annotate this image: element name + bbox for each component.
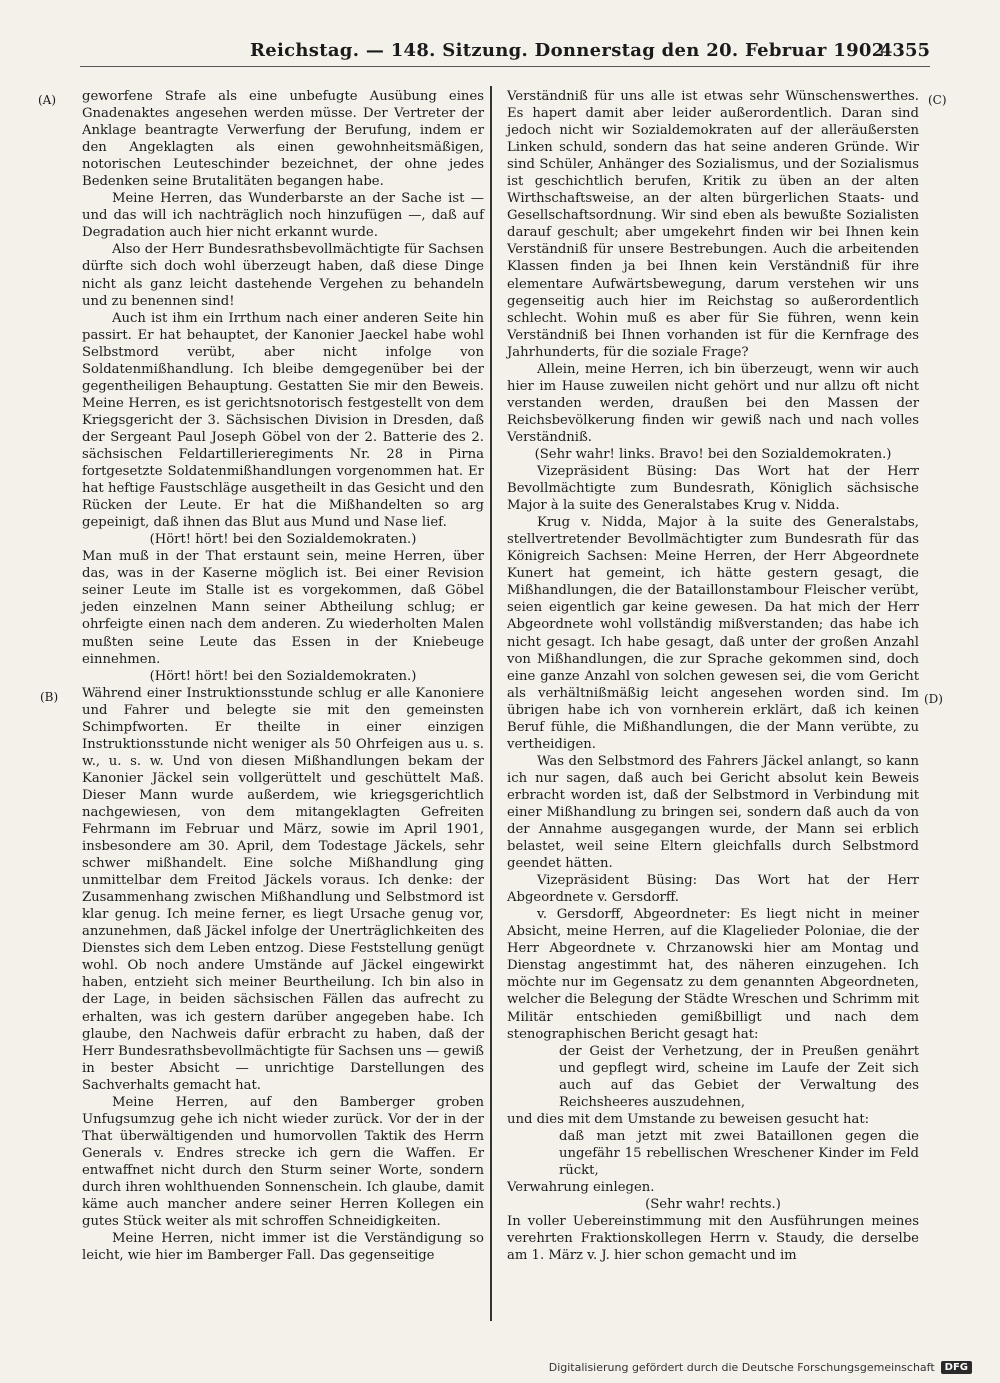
column-divider (490, 86, 492, 1321)
paragraph: Allein, meine Herren, ich bin überzeugt, wenn wir auch hier im Hause zuweilen nicht gehört und nur allzu oft nicht verstanden werden, draußen bei den Massen der Reichsbevölkerung finden wir gewiß nach und nach volles Verständniß. (507, 361, 919, 445)
speaker-paragraph: Krug v. Nidda, Major à la suite des Generalstabs, stellvertretender Bevollmächtigter zum Bundesrath für das Königreich Sachsen: Meine Herren, der Herr Abgeordnete Kunert hat gemeint, ich hätte gestern gesagt, die Mißhandlungen, die der Bataillonstambour Fleischer verübt, seien eigentlich gar keine gewesen. Da hat mich der Herr Abgeordnete wohl vollständig mißverstanden; das habe ich nicht gesagt. Ich habe gesagt, daß unter der großen Anzahl von Mißhandlungen, die zur Sprache gekommen sind, doch eine ganze Anzahl von solchen gewesen sei, die vom Gericht als verhältnißmäßig leicht angesehen worden sind. Im übrigen habe ich von vornherein erklärt, daß ich keinen Beruf fühle, die Mißhandlungen, die der Mann verübte, zu vertheidigen. (507, 515, 919, 752)
quotation: der Geist der Verhetzung, der in Preußen genährt und gepflegt wird, scheine im Laufe der Zeit sich auch auf das Gebiet der Verwaltung des Reichsheeres auszudehnen, (559, 1043, 919, 1110)
dfg-logo: DFG (941, 1361, 972, 1374)
paragraph: Was den Selbstmord des Fahrers Jäckel anlangt, so kann ich nur sagen, daß auch bei Gericht absolut kein Beweis erbracht worden ist, daß der Selbstmord in Verbindung mit einer Mißhandlung zu bringen sei, sondern daß auch da von der Annahme ausgegangen wurde, der Mann sei erblich belastet, weil seine Eltern gleichfalls durch Selbstmord geendet hätten. (507, 753, 919, 872)
speaker-paragraph: Vizepräsident Büsing: Das Wort hat der Herr Abgeordnete v. Gersdorff. (507, 873, 919, 906)
paragraph: Auch ist ihm ein Irrthum nach einer anderen Seite hin passirt. Er hat behauptet, der Kanonier Jaeckel habe wohl Selbstmord verübt, aber nicht infolge von Soldatenmißhandlung. Ich bleibe demgegenüber bei der gegentheiligen Behauptung. Gestatten Sie mir den Beweis. Meine Herren, es ist gerichtsnotorisch festgestellt von dem Kriegsgericht der 3. Sächsischen Division in Dresden, daß der Sergeant Paul Joseph Göbel von der 2. Batterie des 2. sächsischen Feldartillerieregiments Nr. 28 in Pirna fortgesetzte Soldatenmißhandlungen vorgenommen hat. Er hat heftige Faustschläge ausgetheilt in das Gesicht und den Rücken der Leute. Er hat die Mißhandelten so arg gepeinigt, daß ihnen das Blut aus Mund und Nase lief. (82, 310, 484, 531)
paragraph: Also der Herr Bundesrathsbevollmächtigte für Sachsen dürfte sich doch wohl überzeugt haben, daß diese Dinge nicht als ganz leicht dastehende Vergehen zu behandeln und zu benennen sind! (82, 242, 484, 309)
paragraph: Meine Herren, das Wunderbarste an der Sache ist — und das will ich nachträglich noch hinzufügen —, daß auf Degradation auch hier nicht erkannt wurde. (82, 191, 484, 241)
quotation: daß man jetzt mit zwei Bataillonen gegen die ungefähr 15 rebellischen Wreschener Kinder im Feld rückt, (559, 1128, 919, 1178)
margin-letter-a: (A) (38, 93, 57, 107)
interjection: (Hört! hört! bei den Sozialdemokraten.) (149, 532, 417, 548)
paragraph: In voller Uebereinstimmung mit den Ausführungen meines verehrten Fraktionskollegen Herrn v. Staudy, die derselbe am 1. März v. J. hier schon gemacht und im (507, 1214, 919, 1264)
interjection: (Sehr wahr! links. Bravo! bei den Sozialdemokraten.) (534, 446, 892, 462)
interjection: (Sehr wahr! rechts.) (645, 1197, 781, 1213)
margin-letter-b: (B) (40, 690, 59, 704)
speaker-paragraph: v. Gersdorff, Abgeordneter: Es liegt nicht in meiner Absicht, meine Herren, auf die Klagelieder Poloniae, die der Herr Abgeordnete v. Chrzanowski hier am Montag und Dienstag angestimmt hat, des näheren einzugehen. Ich möchte nur im Gegensatz zu dem genannten Abgeordneten, welcher die Belegung der Städte Wreschen und Schrimm mit Militär entschieden gemißbilligt und nach dem stenographischen Bericht gesagt hat: (507, 907, 919, 1042)
interjection: (Hört! hört! bei den Sozialdemokraten.) (149, 668, 417, 684)
margin-letter-d: (D) (924, 692, 943, 706)
paragraph: Meine Herren, nicht immer ist die Verständigung so leicht, wie hier im Bamberger Fall. Das gegenseitige (82, 1231, 484, 1264)
header-rule (80, 66, 930, 67)
funding-note: Digitalisierung gefördert durch die Deutsche Forschungsgemeinschaft (548, 1361, 935, 1374)
paragraph: Verwahrung einlegen. (507, 1180, 655, 1195)
page-header (80, 40, 930, 66)
paragraph: Man muß in der That erstaunt sein, meine Herren, über das, was in der Kaserne möglich ist. Bei einer Revision seiner Leute im Stalle ist es vorgekommen, daß Göbel jeden einzelnen Mann seiner Abtheilung schlug; er ohrfeigte einen nach dem anderen. Zu wiederholten Malen mußten seine Leute das Essen in der Kniebeuge einnehmen. (82, 549, 484, 667)
margin-letter-c: (C) (928, 93, 947, 107)
right-column (507, 88, 919, 1264)
page-title: Reichstag. — 148. Sitzung. Donnerstag den 20. Februar 1902. (250, 40, 892, 61)
paragraph: Verständniß für uns alle ist etwas sehr Wünschenswerthes. Es hapert damit aber leider außerordentlich. Daran sind jedoch nicht wir Sozialdemokraten auf der alleräußersten Linken schuld, sondern das hat seine anderen Gründe. Wir sind Schüler, Anhänger des Sozialismus, und der Sozialismus ist geschichtlich berufen, Kritik zu üben an der alten Wirthschaftsweise, an der alten bürgerlichen Staats- und Gesellschaftsordnung. Wir sind eben als bewußte Sozialisten darauf geschult; aber umgekehrt finden wir bei Ihnen kein Verständniß für unsere Bestrebungen. Auch die arbeitenden Klassen finden ja bei Ihnen kein Verständniß für ihre elementare Aufwärtsbewegung, darum verstehen wir uns gegenseitig auch hier im Reichstag so außerordentlich schlecht. Wohin muß es aber für Sie führen, wenn kein Verständniß bei Ihnen vorhanden ist für die Kernfrage des Jahrhunderts, für die soziale Frage? (507, 89, 919, 360)
paragraph: Während einer Instruktionsstunde schlug er alle Kanoniere und Fahrer und belegte sie mit den gemeinsten Schimpfworten. Er theilte in einer einzigen Instruktionsstunde nicht weniger als 50 Ohrfeigen aus u. s. w., u. s. w. Und von diesen Mißhandlungen bekam der Kanonier Jäckel sein vollgerüttelt und geschüttelt Maß. Dieser Mann wurde außerdem, wie kriegsgerichtlich nachgewiesen, von dem mitangeklagten Gefreiten Fehrmann im Februar und März, sowie im April 1901, insbesondere am 30. April, dem Todestage Jäckels, sehr schwer mißhandelt. Eine solche Mißhandlung ging unmittelbar dem Freitod Jäckels voraus. Ich denke: der Zusammenhang zwischen Mißhandlung und Selbstmord ist klar genug. Ich meine ferner, es liegt Ursache genug vor, anzunehmen, daß Jäckel infolge der Unerträglichkeiten des Dienstes sich dem Leben entzog. Diese Feststellung genügt wohl. Ob noch andere Umstände auf Jäckel eingewirkt haben, entzieht sich meiner Beurtheilung. Ich bin also in der Lage, in beiden sächsischen Fällen das aufrecht zu erhalten, was ich gestern darüber angegeben habe. Ich glaube, den Nachweis dafür erbracht zu haben, daß der Herr Bundesrathsbevollmächtigte für Sachsen uns — gewiß in bester Absicht — unrichtige Darstellungen des Sachverhalts gemacht hat. (82, 685, 484, 1093)
footer (549, 1361, 972, 1374)
page-number: 4355 (879, 40, 930, 61)
paragraph: geworfene Strafe als eine unbefugte Ausübung eines Gnadenaktes angesehen werden müsse. Der Vertreter der Anklage beantragte Verwerfung der Berufung, indem er den Angeklagten als einen gewohnheitsmäßigen, notorischen Leuteschinder bezeichnet, der ohne jedes Bedenken seine Brutalitäten begangen habe. (82, 89, 484, 190)
paragraph: und dies mit dem Umstande zu beweisen gesucht hat: (507, 1111, 870, 1127)
left-column (82, 88, 484, 1264)
paragraph: Meine Herren, auf den Bamberger groben Unfugsumzug gehe ich nicht wieder zurück. Vor der in der That überwältigenden und humorvollen Taktik des Herrn Generals v. Endres strecke ich gern die Waffen. Er entwaffnet nicht durch den Sturm seiner Worte, sondern durch ihren wohlthuenden Sonnenschein. Ich glaube, damit käme auch mancher andere seiner Herren Kollegen ein gutes Stück weiter als mit schroffen Schneidigkeiten. (82, 1094, 484, 1230)
speaker-paragraph: Vizepräsident Büsing: Das Wort hat der Herr Bevollmächtigte zum Bundesrath, Königlich sächsische Major à la suite des Generalstabes Krug v. Nidda. (507, 464, 919, 514)
